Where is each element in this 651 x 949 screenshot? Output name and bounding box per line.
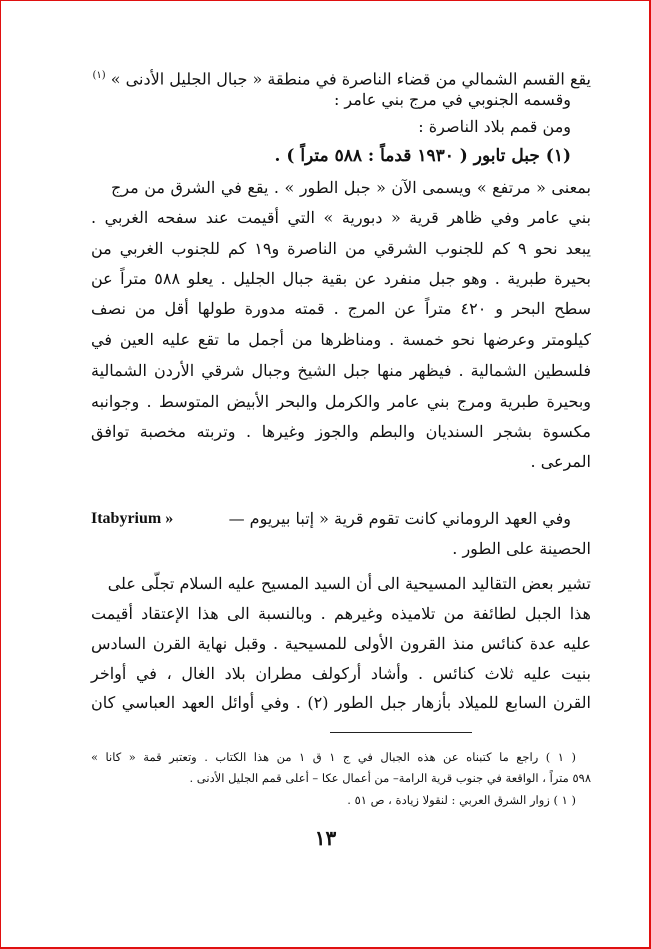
text-line: بمعنى « مرتفع » ويسمى الآن « جبل الطور » . يقع في الشرق من مرج bbox=[111, 178, 591, 197]
text-line: المرعى . bbox=[530, 452, 591, 471]
text-line: بحيرة طبرية . وهو جبل منفرد عن بقية جبال الجليل . يعلو ٥٨٨ متراً عن bbox=[91, 269, 591, 288]
footnote: ( ١ ) راجع ما كتبناه عن هذه الجبال في ج ١ ق ١ من هذا الكتاب . وتعتبر قمة « كانا » bbox=[91, 750, 576, 764]
page-number: ١٣ bbox=[314, 826, 337, 850]
text-line: كيلومتر وعرضها نحو خمسة . ومناظرها من أجمل ما تقع عليه العين في bbox=[91, 330, 591, 349]
text-line: بني عامر وفي ظاهر قرية « دبورية » التي أقيمت عند سفحه الغربي . bbox=[91, 208, 591, 227]
text-line: وبحيرة طبرية ومرج بني عامر والكرمل والبحر الأبيض المتوسط . وجوانبه bbox=[91, 392, 591, 411]
text-arabic: وفي العهد الروماني كانت تقوم قرية « إتبا بيريوم — bbox=[228, 509, 571, 528]
text-line: سطح البحر و ٤٢٠ متراً عن المرج . قمته مدورة طولها أقل من نصف bbox=[91, 299, 591, 318]
text-line: هذا الجبل لطائفة من تلاميذه وغيرهم . وبالنسبة الى هذا الإعتقاد أقيمت bbox=[91, 604, 591, 623]
intro-line-2: وقسمه الجنوبي في مرج بني عامر : bbox=[333, 90, 571, 109]
footnote: ( ١ ) زوار الشرق العربي : لنقولا زيادة ، ص ٥١ . bbox=[347, 793, 576, 807]
text-line: الحصينة على الطور . bbox=[452, 539, 591, 558]
section-heading: (١) جبل تابور ( ١٩٣٠ قدماً : ٥٨٨ متراً ) . bbox=[274, 146, 571, 166]
intro-text: يقع القسم الشمالي من قضاء الناصرة في منطقة « جبال الجليل الأدنى » bbox=[110, 69, 591, 89]
text-line: فلسطين الشمالية . فيظهر منها جبل الشيخ وجبال شرقي الأردن الشمالية bbox=[91, 361, 591, 380]
text-line: بنيت عليه ثلاث كنائس . وأشاد أركولف مطران بلاد الغال ، في أواخر bbox=[91, 664, 591, 683]
footnote: ٥٩٨ متراً ، الواقعة في جنوب قرية الرامة– من أعمال عكا – أعلى قمم الجليل الأدنى . bbox=[189, 771, 591, 785]
footnote-ref: (١) bbox=[92, 70, 106, 81]
intro-line-3: ومن قمم بلاد الناصرة : bbox=[418, 117, 571, 136]
intro-line-1 bbox=[91, 65, 591, 90]
footnote-separator bbox=[330, 732, 472, 733]
text-line: مكسوة بشجر السنديان والبطم والجوز وغيرها . وتربته مخصبة توافق bbox=[91, 422, 591, 441]
text-line: يبعد نحو ٩ كم للجنوب الشرقي من الناصرة و١٩ كم للجنوب الغربي من bbox=[91, 239, 591, 258]
text-line: تشير بعض التقاليد المسيحية الى أن السيد المسيح عليه السلام تجلّى على bbox=[107, 574, 591, 593]
text-latin: Itabyrium » bbox=[91, 510, 174, 527]
text-line bbox=[91, 508, 571, 530]
text-line: عليه عدة كنائس منذ القرون الأولى للمسيحية . وقبل نهاية القرن السادس bbox=[91, 634, 591, 653]
text-line: القرن السابع للميلاد بأزهار جبل الطور (٢) . وفي أوائل العهد العباسي كان bbox=[91, 693, 591, 712]
